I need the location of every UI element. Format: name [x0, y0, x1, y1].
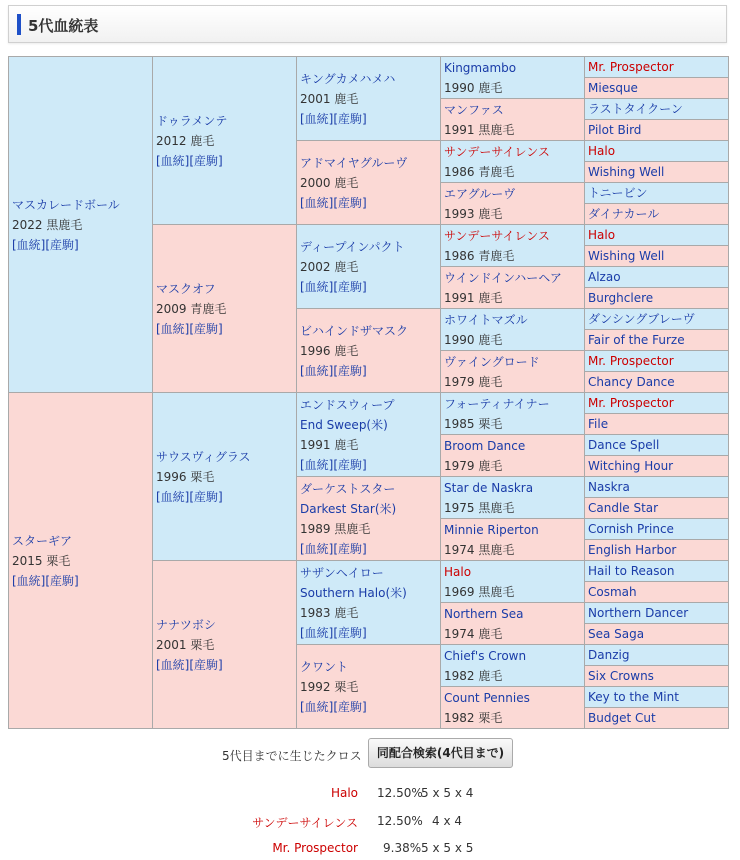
g5-horse-cell [585, 267, 729, 288]
g5-horse-cell [585, 78, 729, 99]
birth-year-color: 1982 鹿毛 [444, 668, 503, 683]
horse-name-link[interactable]: Northern Dancer [588, 606, 689, 620]
birth-year-color: 1979 鹿毛 [444, 458, 503, 473]
bloodline-link[interactable]: [血統] [12, 573, 46, 588]
birth-year-color: 1996 栗毛 [156, 469, 215, 484]
g2-horse-cell [153, 57, 297, 225]
horse-name-link[interactable]: Six Crowns [588, 669, 654, 683]
g4-horse-cell [441, 183, 585, 225]
cross-percent: 12.50% [377, 786, 423, 800]
g5-horse-cell [585, 582, 729, 603]
g5-horse-cell [585, 687, 729, 708]
cross-generations: 5 x 5 x 4 [421, 786, 474, 800]
horse-name-link[interactable]: マンファス [444, 102, 504, 117]
g5-horse-cell [585, 372, 729, 393]
cross-row [0, 786, 740, 804]
g3-horse-cell [297, 141, 441, 225]
horse-name-link[interactable]: ナナツボシ [156, 617, 216, 632]
g4-horse-cell [441, 519, 585, 561]
cross-label: 5代目までに生じたクロス [222, 749, 362, 763]
g4-horse-cell [441, 267, 585, 309]
horse-name-link[interactable]: エンドスウィープ [300, 397, 395, 412]
horse-name-link[interactable]: マスクオフ [156, 281, 216, 296]
g5-horse-cell [585, 645, 729, 666]
horse-name-link[interactable]: Fair of the Furze [588, 333, 685, 347]
g5-horse-cell [585, 708, 729, 729]
g3-horse-cell [297, 477, 441, 561]
horse-name-link[interactable]: Count Pennies [444, 690, 530, 705]
horse-name-link[interactable]: File [588, 417, 609, 431]
birth-year-color: 1991 鹿毛 [300, 437, 359, 452]
foal-link[interactable]: [産駒] [333, 363, 367, 378]
horse-name-link[interactable]: Mr. Prospector [588, 60, 674, 74]
horse-name-link[interactable]: Chancy Dance [588, 375, 675, 389]
horse-name-link[interactable]: マスカレードボール [12, 197, 120, 212]
bloodline-link[interactable]: [血統] [300, 195, 334, 210]
birth-year-color: 1989 黒鹿毛 [300, 521, 371, 536]
g3-horse-cell [297, 57, 441, 141]
foal-link[interactable]: [産駒] [189, 657, 223, 672]
horse-name-link[interactable]: ラストタイクーン [588, 102, 683, 116]
birth-year-color: 1979 鹿毛 [444, 374, 503, 389]
g4-horse-cell [441, 603, 585, 645]
horse-foreign-name-link[interactable]: Darkest Star(米) [300, 501, 397, 516]
bloodline-link[interactable]: [血統] [300, 363, 334, 378]
g5-horse-cell [585, 435, 729, 456]
birth-year-color: 2022 黒鹿毛 [12, 217, 83, 232]
horse-name-link[interactable]: Danzig [588, 648, 630, 662]
section-header [8, 5, 727, 43]
g5-horse-cell [585, 393, 729, 414]
g5-horse-cell [585, 351, 729, 372]
g3-horse-cell [297, 645, 441, 729]
horse-name-link[interactable]: Naskra [588, 480, 630, 494]
g3-horse-cell [297, 393, 441, 477]
horse-name-link[interactable]: アドマイヤグルーヴ [300, 155, 408, 170]
horse-name-link[interactable]: Minnie Riperton [444, 522, 539, 537]
foal-link[interactable]: [産駒] [189, 321, 223, 336]
horse-name-link[interactable]: トニービン [588, 186, 648, 200]
g5-horse-cell [585, 498, 729, 519]
g4-horse-cell [441, 477, 585, 519]
g5-horse-cell [585, 309, 729, 330]
horse-name-link[interactable]: Halo [588, 228, 616, 242]
bloodline-link[interactable]: [血統] [300, 279, 334, 294]
birth-year-color: 1986 青鹿毛 [444, 164, 515, 179]
cross-horse-name[interactable]: サンデーサイレンス [252, 816, 358, 830]
birth-year-color: 1982 栗毛 [444, 710, 503, 725]
g5-horse-cell [585, 561, 729, 582]
g5-horse-cell [585, 519, 729, 540]
horse-name-link[interactable]: ホワイトマズル [444, 312, 528, 327]
horse-name-link[interactable]: クワント [300, 659, 349, 674]
horse-name-link[interactable]: Hail to Reason [588, 564, 675, 578]
birth-year-color: 1969 黒鹿毛 [444, 584, 515, 599]
birth-year-color: 2012 鹿毛 [156, 133, 215, 148]
horse-name-link[interactable]: Kingmambo [444, 60, 517, 75]
g5-horse-cell [585, 330, 729, 351]
horse-name-link[interactable]: Candle Star [588, 501, 659, 515]
cross-horse-name[interactable]: Mr. Prospector [272, 841, 358, 855]
cross-percent: 12.50% [377, 814, 423, 828]
g4-horse-cell [441, 561, 585, 603]
horse-name-link[interactable]: Halo [588, 144, 616, 158]
horse-name-link[interactable]: Pilot Bird [588, 123, 642, 137]
foal-link[interactable]: [産駒] [45, 573, 79, 588]
g1-horse-cell [9, 393, 153, 729]
g5-horse-cell [585, 120, 729, 141]
birth-year-color: 1974 黒鹿毛 [444, 542, 515, 557]
bloodline-link[interactable]: [血統] [300, 625, 334, 640]
g4-horse-cell [441, 309, 585, 351]
g5-horse-cell [585, 477, 729, 498]
g3-horse-cell [297, 225, 441, 309]
horse-name-link[interactable]: Key to the Mint [588, 690, 679, 704]
pedigree-table [8, 56, 729, 729]
horse-name-link[interactable]: ダイナカール [588, 207, 660, 221]
horse-name-link[interactable]: Northern Sea [444, 606, 524, 621]
horse-name-link[interactable]: Mr. Prospector [588, 354, 674, 368]
horse-name-link[interactable]: サンデーサイレンス [444, 144, 550, 159]
birth-year-color: 2009 青鹿毛 [156, 301, 227, 316]
g2-horse-cell [153, 393, 297, 561]
foal-link[interactable]: [産駒] [189, 489, 223, 504]
g4-horse-cell [441, 435, 585, 477]
g4-horse-cell [441, 57, 585, 99]
birth-year-color: 2001 鹿毛 [300, 91, 359, 106]
birth-year-color: 2015 栗毛 [12, 553, 71, 568]
birth-year-color: 2001 栗毛 [156, 637, 215, 652]
horse-name-link[interactable]: ダーケストスター [300, 481, 396, 496]
g1-horse-cell [9, 57, 153, 393]
g4-horse-cell [441, 393, 585, 435]
horse-name-link[interactable]: Cornish Prince [588, 522, 674, 536]
g5-horse-cell [585, 666, 729, 687]
horse-name-link[interactable]: Wishing Well [588, 249, 665, 263]
g5-horse-cell [585, 99, 729, 120]
birth-year-color: 1990 鹿毛 [444, 332, 503, 347]
horse-name-link[interactable]: サンデーサイレンス [444, 228, 550, 243]
horse-name-link[interactable]: Chief's Crown [444, 648, 527, 663]
foal-link[interactable]: [産駒] [333, 111, 367, 126]
cross-generations: 5 x 5 x 5 [421, 841, 474, 855]
g5-horse-cell [585, 162, 729, 183]
foal-link[interactable]: [産駒] [333, 541, 367, 556]
cross-horse-name[interactable]: Halo [330, 786, 358, 800]
g3-horse-cell [297, 561, 441, 645]
horse-name-link[interactable]: Star de Naskra [444, 480, 534, 495]
g5-horse-cell [585, 603, 729, 624]
foal-link[interactable]: [産駒] [333, 625, 367, 640]
birth-year-color: 2000 鹿毛 [300, 175, 359, 190]
bloodline-link[interactable]: [血統] [300, 457, 334, 472]
horse-name-link[interactable]: ダンシングブレーヴ [588, 312, 695, 326]
cross-row [0, 814, 740, 832]
bloodline-link[interactable]: [血統] [156, 657, 190, 672]
horse-name-link[interactable]: Mr. Prospector [588, 396, 674, 410]
birth-year-color: 1996 鹿毛 [300, 343, 359, 358]
birth-year-color: 1983 鹿毛 [300, 605, 359, 620]
birth-year-color: 1991 黒鹿毛 [444, 122, 515, 137]
birth-year-color: 1991 鹿毛 [444, 290, 503, 305]
horse-name-link[interactable]: エアグルーヴ [444, 186, 516, 201]
horse-name-link[interactable]: Budget Cut [588, 711, 656, 725]
birth-year-color: 1990 鹿毛 [444, 80, 503, 95]
g5-horse-cell [585, 57, 729, 78]
birth-year-color: 1985 栗毛 [444, 416, 503, 431]
g5-horse-cell [585, 288, 729, 309]
foal-link[interactable]: [産駒] [333, 699, 367, 714]
g5-horse-cell [585, 456, 729, 477]
g5-horse-cell [585, 246, 729, 267]
foal-link[interactable]: [産駒] [333, 457, 367, 472]
horse-foreign-name-link[interactable]: End Sweep(米) [300, 417, 388, 432]
birth-year-color: 1986 青鹿毛 [444, 248, 515, 263]
g5-horse-cell [585, 414, 729, 435]
birth-year-color: 1975 黒鹿毛 [444, 500, 515, 515]
cross-row [0, 841, 740, 859]
foal-link[interactable]: [産駒] [333, 279, 367, 294]
horse-name-link[interactable]: ドゥラメンテ [156, 113, 228, 128]
page-title: 5代血統表 [28, 17, 99, 35]
horse-name-link[interactable]: サウスヴィグラス [156, 449, 251, 464]
horse-name-link[interactable]: Wishing Well [588, 165, 665, 179]
g3-horse-cell [297, 309, 441, 393]
horse-name-link[interactable]: ビハインドザマスク [300, 323, 409, 338]
horse-foreign-name-link[interactable]: Southern Halo(米) [300, 585, 407, 600]
horse-name-link[interactable]: Sea Saga [588, 627, 645, 641]
horse-name-link[interactable]: キングカメハメハ [300, 71, 396, 86]
g4-horse-cell [441, 645, 585, 687]
birth-year-color: 1992 栗毛 [300, 679, 359, 694]
g5-horse-cell [585, 183, 729, 204]
horse-name-link[interactable]: サザンヘイロー [300, 565, 384, 580]
g4-horse-cell [441, 351, 585, 393]
bloodline-link[interactable]: [血統] [156, 153, 190, 168]
horse-name-link[interactable]: English Harbor [588, 543, 677, 557]
bloodline-link[interactable]: [血統] [300, 541, 334, 556]
birth-year-color: 2002 鹿毛 [300, 259, 359, 274]
foal-link[interactable]: [産駒] [333, 195, 367, 210]
g5-horse-cell [585, 624, 729, 645]
g4-horse-cell [441, 99, 585, 141]
horse-name-link[interactable]: ヴァイングロード [444, 354, 540, 369]
horse-name-link[interactable]: Dance Spell [588, 438, 660, 452]
birth-year-color: 1993 鹿毛 [444, 206, 503, 221]
g4-horse-cell [441, 141, 585, 183]
bloodline-link[interactable]: [血統] [300, 111, 334, 126]
cross-generations: 4 x 4 [432, 814, 462, 828]
horse-name-link[interactable]: フォーティナイナー [444, 396, 550, 411]
g4-horse-cell [441, 687, 585, 729]
horse-name-link[interactable]: ウインドインハーヘア [444, 270, 562, 285]
horse-name-link[interactable]: Burghclere [588, 291, 654, 305]
horse-name-link[interactable]: Broom Dance [444, 438, 526, 453]
horse-name-link[interactable]: Cosmah [588, 585, 637, 599]
g5-horse-cell [585, 540, 729, 561]
horse-name-link[interactable]: Alzao [588, 270, 621, 284]
same-mating-search-button[interactable]: 同配合検索(4代目まで) [368, 738, 513, 768]
horse-name-link[interactable]: スターギア [12, 533, 73, 548]
cross-percent: 9.38% [383, 841, 422, 855]
g5-horse-cell [585, 204, 729, 225]
header-accent-bar [17, 14, 21, 35]
birth-year-color: 1974 鹿毛 [444, 626, 503, 641]
horse-name-link[interactable]: Witching Hour [588, 459, 674, 473]
horse-name-link[interactable]: Halo [444, 564, 472, 579]
g5-horse-cell [585, 225, 729, 246]
g4-horse-cell [441, 225, 585, 267]
bloodline-link[interactable]: [血統] [156, 321, 190, 336]
foal-link[interactable]: [産駒] [189, 153, 223, 168]
foal-link[interactable]: [産駒] [45, 237, 79, 252]
horse-name-link[interactable]: ディープインパクト [300, 239, 405, 254]
g2-horse-cell [153, 225, 297, 393]
bloodline-link[interactable]: [血統] [12, 237, 46, 252]
horse-name-link[interactable]: Miesque [588, 81, 638, 95]
bloodline-link[interactable]: [血統] [156, 489, 190, 504]
g2-horse-cell [153, 561, 297, 729]
bloodline-link[interactable]: [血統] [300, 699, 334, 714]
g5-horse-cell [585, 141, 729, 162]
